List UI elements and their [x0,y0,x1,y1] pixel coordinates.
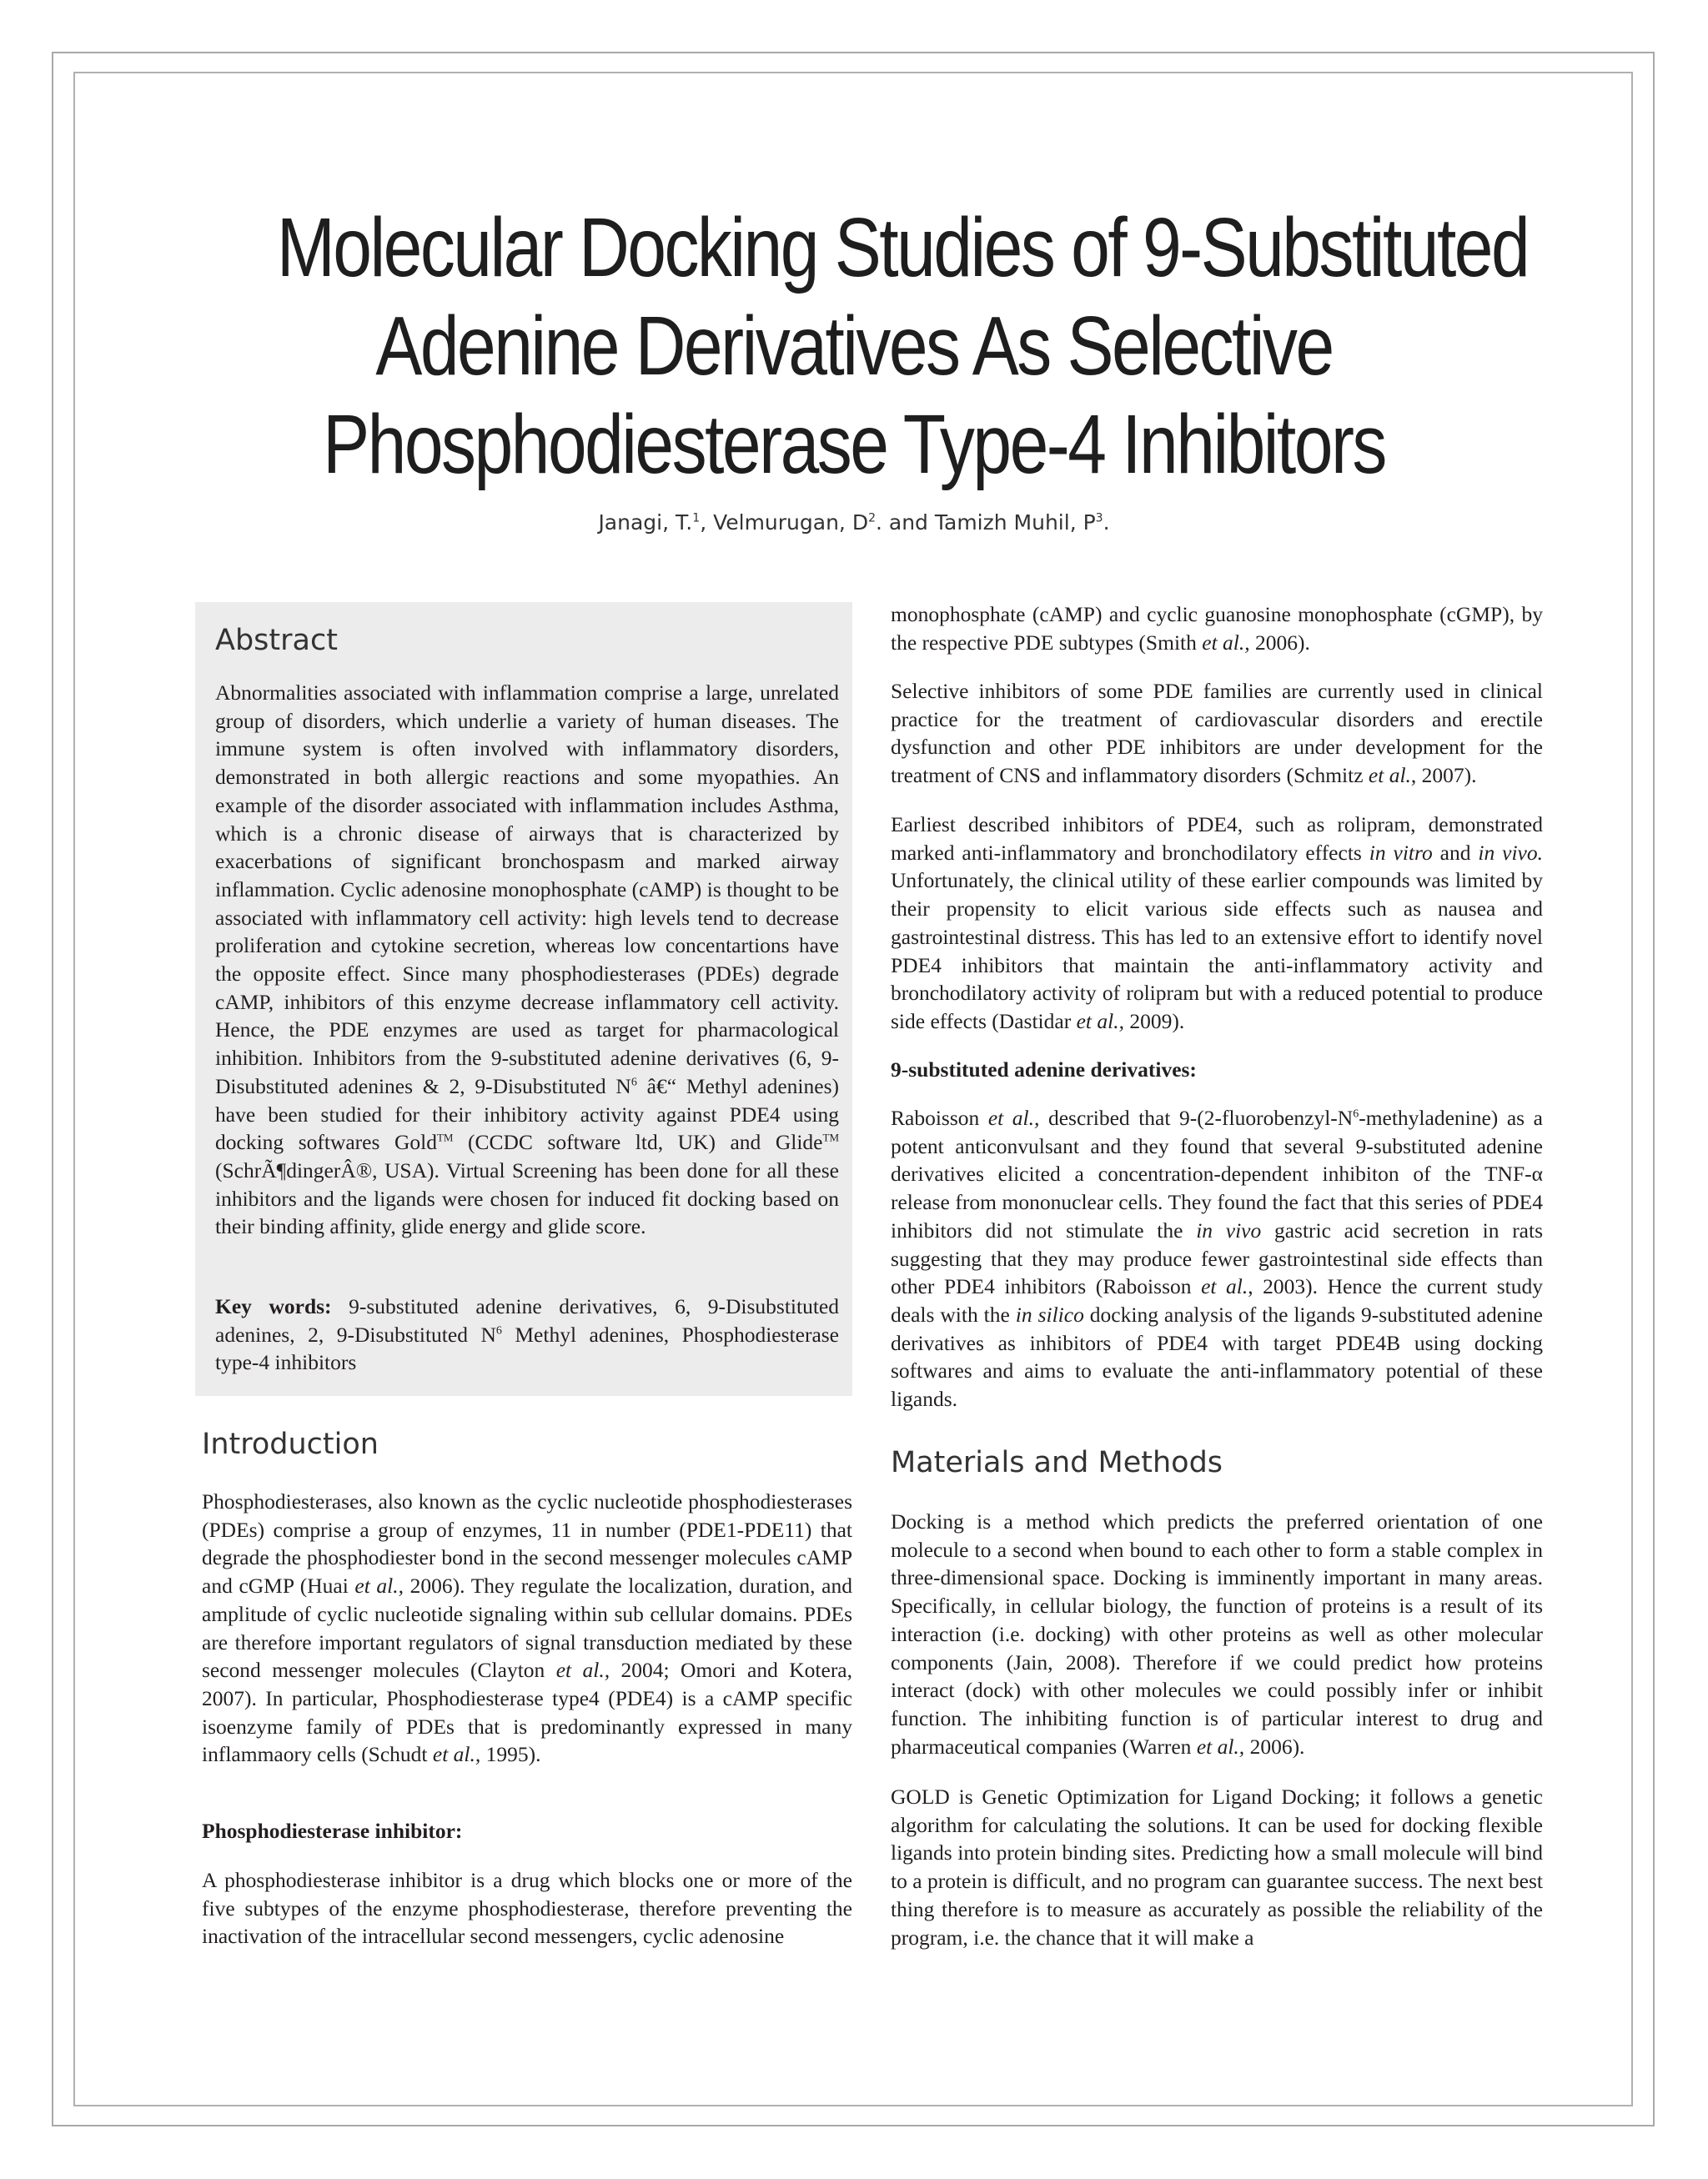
author-3: . and Tamizh Muhil, P [876,510,1096,535]
right-paragraph-4: Raboisson et al., described that $9-(2-fluorobenzyl-N^6-methyladenine)$ as a potent anticonvulsant and they found that several 9-substituted adenine derivatives elicited a concentration-dependent inhibiton of the TNF-α release from mononuclear cells. They found the fact that this series of PDE4 inhibitors did not stimulate the in vivo gastric acid secretion in rats suggesting that they may produce fewer gastrointestinal side effects than other PDE4 inhibitors (Raboisson et al., 2003). Hence the current study deals with the in silico docking analysis of the ligands 9-substituted adenine derivatives as inhibitors of PDE4 with target PDE4B using docking softwares and aims to evaluate the anti-inflammatory potential of these ligands. [891,1106,1544,1412]
author-1-affiliation: 1 [692,511,701,525]
keywords: Key words: 9-substituted adenine derivatives, 6, 9-Disubstituted adenines, 2, 9-Disubstituted $N^6$ Methyl adenines, Phosphodiesterase type-4 inhibitors [215,1294,840,1375]
right-paragraph-5: Docking is a method which predicts the preferred orientation of one molecule to a second when bound to each other to form a stable complex in three-dimensional space. Docking is imminently important in many areas. Specifically, in cellular biology, the function of proteins is a result of its interaction (i.e. docking) with other proteins as well as other molecular components (Jain, 2008). Therefore if we could predict how proteins interact (dock) with other molecules we could possibly infer or inhibit function. The inhibiting function is of particular interest to drug and pharmaceutical companies (Warren et al., 2006). [891,1509,1543,1759]
materials-methods-heading: Materials and Methods [891,1446,1223,1479]
paper-title [276,198,1529,494]
right-paragraph-3: Earliest described inhibitors of PDE4, such as rolipram, demonstrated marked anti-inflammatory and bronchodilatory effects in vitro and in vivo. Unfortunately, the clinical utility of these earlier compounds was limited by their propensity to elicit various side effects such as nausea and gastrointestinal distress. This has led to an extensive effort to identify novel PDE4 inhibitors that maintain the anti-inflammatory activity and bronchodilatory activity of rolipram but with a reduced potential to produce side effects (Dastidar et al., 2009). [891,812,1543,1033]
author-list [250,510,1458,535]
right-paragraph-6: GOLD is Genetic Optimization for Ligand Docking; it follows a genetic algorithm for calculating the solutions. It can be used for docking flexible ligands into protein binding sites. Predicting how a small molecule will bind to a protein is difficult, and no program can guarantee success. The next best thing therefore is to measure as accurately as possible the reliability of the program, i.e. the chance that it will make a [891,1785,1543,1950]
title-line-1: Molecular Docking Studies of 9-Substituted [276,201,1529,294]
author-2-affiliation: 2 [868,511,876,525]
right-paragraph-2: Selective inhibitors of some PDE families are currently used in clinical practice for the treatment of cardiovascular disorders and erectile dysfunction and other PDE inhibitors are under development for the treatment of CNS and inflammatory disorders (Schmitz et al., 2007). [891,679,1543,788]
right-paragraph-1: monophosphate (cAMP) and cyclic guanosine monophosphate (cGMP), by the respective PDE subtypes (Smith et al., 2006). [891,602,1543,655]
introduction-heading: Introduction [202,1428,379,1461]
abstract-heading: Abstract [215,624,338,657]
adenine-derivatives-subheading: 9-substituted adenine derivatives: [891,1057,1197,1082]
author-1: Janagi, T. [598,510,693,535]
author-2: , Velmurugan, D [700,510,869,535]
abstract-box [195,602,852,1396]
title-line-3: Phosphodiesterase Type-4 Inhibitors [323,398,1385,491]
title-line-2: Adenine Derivatives As Selective [375,299,1333,393]
pde-inhibitor-subheading: Phosphodiesterase inhibitor: [202,1819,463,1843]
introduction-paragraph-1: Phosphodiesterases, also known as the cyclic nucleotide phosphodiesterases (PDEs) comprise a group of enzymes, 11 in number (PDE1-PDE11) that degrade the phosphodiester bond in the second messenger molecules cAMP and cGMP (Huai et al., 2006). They regulate the localization, duration, and amplitude of cyclic nucleotide signaling within sub cellular domains. PDEs are therefore important regulators of signal transduction mediated by these second messenger molecules (Clayton et al., 2004; Omori and Kotera, 2007). In particular, Phosphodiesterase type4 (PDE4) is a cAMP specific isoenzyme family of PDEs that is predominantly expressed in many inflammaory cells (Schudt et al., 1995). [202,1489,853,1767]
author-3-affiliation: 3 [1095,511,1103,525]
introduction-paragraph-2: A phosphodiesterase inhibitor is a drug which blocks one or more of the five subtypes of the enzyme phosphodiesterase, therefore preventing the inactivation of the intracellular second messengers, cyclic adenosine [202,1868,852,1949]
author-list-end: . [1103,510,1110,535]
abstract-text: Abnormalities associated with inflammation comprise a large, unrelated group of disorders, which underlie a variety of human diseases. The immune system is often involved with inflammatory disorders, demonstrated in both allergic reactions and some myopathies. An example of the disorder associated with inflammation includes Asthma, which is a chronic disease of airways that is characterized by exacerbations of significant bronchospasm and marked airway inflammation. Cyclic adenosine monophosphate (cAMP) is thought to be associated with inflammatory cell activity: high levels tend to decrease proliferation and cytokine secretion, whereas low concentartions have the opposite effect. Since many phosphodiesterases (PDEs) degrade cAMP, inhibitors of this enzyme decrease inflammatory cell activity. Hence, the PDE enzymes are used as target for pharmacological inhibition. Inhibitors from the 9-substituted adenine derivatives (6, 9-Disubstituted adenines & 2, 9-Disubstituted $N^6$ â€“ Methyl adenines) have been studied for their inhibitory activity against PDE4 using docking softwares Gold™ (CCDC software ltd, UK) and Glide™ (SchrÃ¶dingerÂ®, USA). Virtual Screening has been done for all these inhibitors and the ligands were chosen for induced fit docking based on their binding affinity, glide energy and glide score. [215,680,839,1239]
keywords-label: Key words: [215,1294,332,1318]
